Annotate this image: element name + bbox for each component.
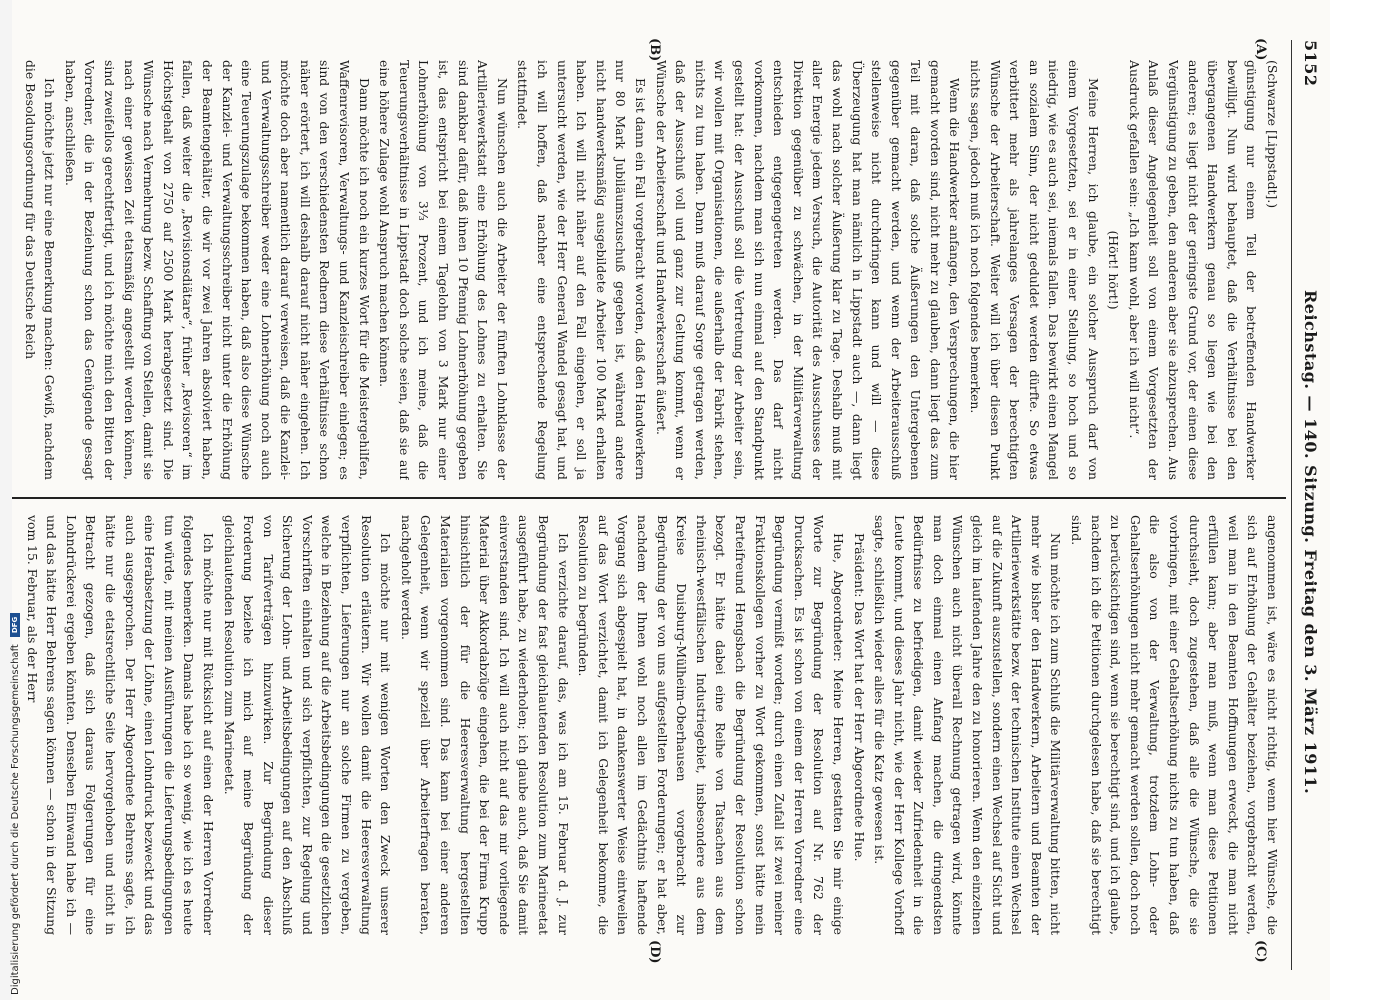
margin-marker-d: (D) [647,940,662,964]
left-column [14,60,1282,480]
paragraph: Präsident: Das Wort hat der Herr Abgeordnete Hue. [851,533,867,862]
paragraph: Hue, Abgeordneter: Meine Herren, gestatten Sie mir einige Worte zur Begründung der Resolution auf Nr. 762 der Drucksachen. Es ist schon von einem der Herren Vorredner eine Begründung vermißt worden; durch einen Zufall ist zwei meiner Fraktionskollegen vorher zu Wort gekommen, sonst hätte mein Parteifreund Hengsbach die Begründung der Resolution schon bezogt. Er hätte dabei eine Reihe von Tatsachen aus dem rheinisch-westfälischen Industriegebiet, insbesondere aus dem Kreise Duisburg-Mülheim-Oberhausen vorgebracht zur Begründung der von uns aufgestellten Forderungen; er hat aber, nachdem der Ihnen wohl noch allen im Gedächtnis haftende Vorgang sich abgespielt hat, in dankenswerter Weise eintweilen auf das Wort verzichtet, damit ich Gelegenheit bekomme, die Resolution zu begründen. [576,515,846,935]
page-header [1294,40,1320,970]
margin-marker-c: (C) [1253,940,1268,963]
paragraph: angenommen ist, wäre es nicht richtig, wenn hier Wünsche, die sich auf Erhöhung der Gehälter beziehen, vorgebracht werden, weil man in den Beamten Hoffnungen erweckt, die man nicht erfüllen kann; aber man muß, wenn man diese Petitionen durchsieht, doch zugestehen, daß alle die Wünsche, die sie vorbringen, mit einer Gehaltserhöhung nichts zu tun haben, daß die also von der Verwaltung, trotzdem Lohn- oder Gehaltserhöhungen nicht mehr gemacht werden sollen, doch noch zu berücksichtigen sind, wenn sie berechtigt sind, und ich glaube, nachdem ich die Petitionen durchgelesen habe, daß sie berechtigt sind. [1069,515,1280,935]
paragraph: (Schwarze [Lippstadt].) [1265,60,1280,209]
header-rule [1291,40,1292,970]
paragraph: Es ist dann ein Fall vorgebracht worden, daß den Handwerkern nur 80 Mark Jubiläumszuschuß gegeben ist, während andere nicht handwerksmäßig ausgebildete Arbeiter 100 Mark erhalten haben. Ich will nicht näher auf den Fall eingehen, er soll ja untersucht werden, wie der Herr General Wandel gesagt hat, und ich will hoffen, daß nachher eine entsprechende Regelung stattfindet. [515,60,648,480]
digitization-credit [10,613,21,995]
page-title: Reichstag. — 140. Sitzung. Freitag den 3. März 1911. [1301,290,1320,795]
paragraph: Ich möchte jetzt nur eine Bemerkung machen: Gewiß, nachdem die Besoldungsordnung für das Deutsche Reich [22,60,58,480]
right-column [14,515,1282,935]
paragraph: (Hört! hört!) [1106,230,1122,310]
paragraph: Ich möchte nur mit Rücksicht auf einen der Herren Vorredner folgendes bemerken. Damals habe ich so wenig, wie ich es heute tun würde, mit meinen Ausführungen die Lieferungsbedingungen eine Herabsetzung der Löhne, einen Lohndruck bezweckt und das auch ausgesprochen. Der Herr Abgeordnete Behrens sagte, ich hätte nur die etatsrechtliche Seite hervorgehoben und nicht in Betracht gezogen, daß sich daraus Folgerungen für eine Lohndrückerei ergeben könnten. Denselben Einwand habe ich — und das hätte Herr Behrens sagen können — schon in der Sitzung vom 15. Februar, als der Herr [24,515,216,935]
column-divider [8,497,1286,499]
dfg-logo: DFG [10,613,20,637]
paragraph: Wenn die Handwerker anfangen, den Versprechungen, die hier gemacht worden sind, nicht mehr zu glauben, dann liegt das zum Teil mit daran, daß solche Äußerungen den Untergebenen gegenüber gemacht werden, und wenn der Arbeiterausschuß stellenweise nicht durchdringen kann und will — diese Überzeugung hat man nämlich in Lippstadt auch —, dann liegt das wohl nach solcher Äußerung klar zu Tage. Deshalb muß mit aller Energie jedem Versuch, die Autorität des Ausschusses der Direktion gegenüber zu schwächen, in der Militärverwaltung entschieden entgegengetreten werden. Das darf nicht vorkommen, nachdem man sich nun einmal auf den Standpunkt gestellt hat: der Ausschuß soll die Vertretung der Arbeiter sein, wir wollen mit Organisationen, die außerhalb der Fabrik stehen, nichts zu tun haben. Dann muß darauf Sorge getragen werden, daß der Ausschuß voll und ganz zur Geltung kommt, wenn er Wünsche der Arbeiterschaft und Handwerkerschaft äußert. [653,60,963,480]
digitization-credit-text: Digitalisierung gefördert durch die Deutsche Forschungsgemeinschaft [10,644,21,995]
paragraph: günstigung nur einem Teil der betreffenden Handwerker bewilligt. Nun wird behauptet, daß die Verhältnisse bei den übergangenen Handwerkern genau so liegen wie bei den anderen; es liegt nicht der geringste Grund vor, der einen diese Vergünstigung zu geben, den anderen aber sie abzusprechen. Aus Anlaß dieser Angelegenheit soll von einem Vorgesetzten der Ausdruck gefallen sein: „Ich kann wohl, aber ich will nicht“. [1126,60,1260,480]
paragraph: Meine Herren, ich glaube, ein solcher Ausspruch darf von einem Vorgesetzten, sei er in einer Stellung, so hoch und so niedrig, wie es auch sei, niemals fallen. Das bewirkt einen Mangel an sozialem Sinn, der nicht geduldet werden dürfte. So etwas verbittert mehr als jahrelanges Versagen der berechtigten Wünsche der Arbeiterschaft. Weiter will ich über diesen Punkt nichts sagen, jedoch muß ich noch folgendes bemerken. [968,60,1101,480]
margin-marker-a: (A) [1253,38,1268,61]
paragraph: Nun wünschen auch die Arbeiter der fünften Lohnklasse der Artilleriewerkstatt eine Erhöhung des Lohnes zu erhalten. Sie sind dankbar dafür, daß ihnen 10 Pfennig Lohnerhöhung gegeben ist, das entspricht bei einem Tagelohn von 3 Mark nur einer Lohnerhöhung von 3⅓ Prozent, und ich meine, daß die Teuerungsverhältnisse in Lippstadt doch solche seien, daß sie auf eine höhere Zulage wohl Anspruch machen können. [377,60,510,480]
paragraph: Nun möchte ich zum Schluß die Militärverwaltung bitten, nicht mehr wie bisher den Handwerkern, Arbeitern und Beamten der Artilleriewerkstätte bezw. der technischen Institute einen Wechsel auf die Zukunft auszustellen, sondern einen Wechsel auf Sicht und gleich im laufenden Jahre den zu honorieren. Wenn den einzelnen Wünschen auch nicht überall Rechnung getragen wird, könnte man doch einmal einen Anfang machen, die dringendsten Bedürfnisse zu befriedigen, damit wieder Zufriedenheit in die Leute kommt, und dieses Jahr nicht, wie der Herr Kollege Vorhoff sagte, schließlich wieder alles für die Katz gewesen ist. [872,515,1064,935]
margin-marker-b: (B) [647,38,662,62]
paragraph: Dann möchte ich noch ein kurzes Wort für die Meistergehilfen, Waffenrevisoren, Verwaltungs- und Kanzleischreiber einlegen; es sind von den verschiedensten Rednern diese Verhältnisse schon näher erörtert, ich will deshalb darauf nicht näher eingehen. Ich möchte doch aber namentlich darauf verweisen, daß die Kanzlei- und Verwaltungsschreiber weder eine Lohnerhöhung noch auch eine Teuerungszulage bekommen haben, daß also diese Wünsche der Kanzlei- und Verwaltungsschreiber nicht unter die Erhöhung der Beamtengehälter, die wir vor zwei Jahren absolviert haben, fallen, daß weiter die „Revisionsdiätare“, früher „Revisoren“ im Höchstgehalt von 2750 auf 2500 Mark herabgesetzt sind. Die Wünsche nach Vermehrung bezw. Schaffung von Stellen, damit sie nach einer gewissen Zeit etatsmäßig angestellt werden können, sind zweifellos gerechtfertigt, und ich möchte mich den Bitten der Vorredner, die in der Beziehung schon das Genügende gesagt haben, anschließen. [62,60,372,480]
paragraph: Ich verzichte darauf, das, was ich am 15. Februar d. J. zur Begründung der fast gleichlautenden Resolution zum Marineetat ausgeführt habe, zu wiederholen; ich glaube auch, daß Sie damit einverstanden sind. Ich will auch nicht auf das mir vorliegende Material über Akkordabzüge eingehen, die bei der Firma Krupp hinsichtlich der für die Heeresverwaltung hergestellten Materialien vorgenommen sind. Das kann bei einer anderen Gelegenheit, wenn wir speziell über Arbeiterfragen beraten, nachgeholt werden. [398,515,571,935]
page-number: 5152 [1301,40,1320,87]
paragraph: Ich möchte nur mit wenigen Worten den Zweck unserer Resolution erläutern. Wir wollen damit die Heeresverwaltung verpflichten, Lieferungen nur an solche Firmen zu vergeben, welche in Beziehung auf die Arbeitsbedingungen die gesetzlichen Vorschriften einhalten und sich verpflichten, zur Regelung und Sicherung der Lohn- und Arbeitsbedingungen auf den Abschluß von Tarifverträgen hinzuwirken. Zur Begründung dieser Forderung beziehe ich mich auf meine Begründung der gleichlautenden Resolution zum Marineetat. [221,515,394,935]
